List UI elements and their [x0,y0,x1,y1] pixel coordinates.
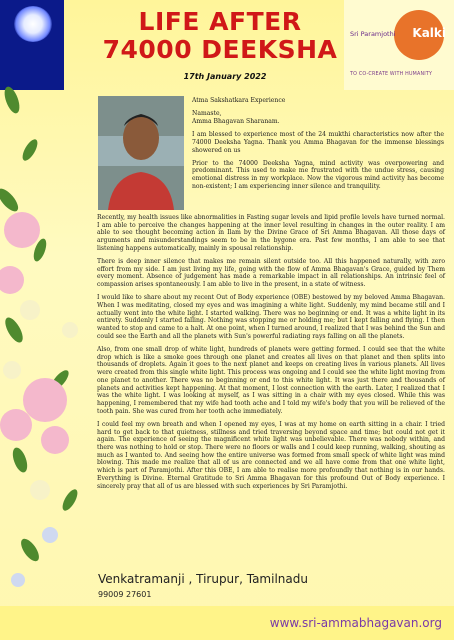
paragraph-5: I would like to share about my recent Out of Body experience (OBE) bestowed by my beloved Amma Bhagavan. When I was meditating, closed my eyes and was imagining a white light. Suddenly, my mind became still and I actually went into the white light. I started walking. There was no beginning or end. It was a white light in its entirety. Suddenly I started falling. Nothing was stopping me or holding me; but I kept falling and flying. I then wanted to stop and came to a halt. At one point, when I turned around, I realized that I was behind the Sun and could see the Earth and all the planets with Sun's powerful radiating rays falling on all the planets. [97,294,445,340]
paragraph-6: Also, from one small drop of white light, hundreds of planets were getting formed. I could see that the white drop which is like a smoke goes through one planet and creates all lives on that planet and then splits into thousands of droplets. Again it goes to the next planet and keeps on creating lives in various planets. All lives were created from this single white light. This process was ongoing and I could see the white light moving from one planet to another. There was no beginning or end to this white light. It was just there and thousands of planets and activities kept happening. At that moment, I lost connection with the earth. Later, I realized that I was the white light. I was looking at myself, as I was sitting in a chair with my eyes closed. While this was happening, I remembered that my wife had tooth ache and I told my wife's body that you will be relieved of the tooth pain. She was cured from her tooth ache immediately. [97,346,445,415]
article-body [97,214,445,496]
flower-decoration-icon [0,80,100,600]
brand-word: Kalki [412,26,446,40]
author-phone: 99009 27601 [98,590,152,599]
date-label: 17th January 2022 [183,72,267,81]
paragraph-1: I am blessed to experience most of the 24 mukthi characteristics now after the 74000 Deeksha Yagna. Thank you Amma Bhagavan for the immense blessings showered on us [192,131,444,154]
article-intro [192,97,444,196]
paragraph-2: Prior to the 74000 Deeksha Yagna, mind activity was overpowering and predominant. This used to make me frustrated with the undue stress, causing emotional distress in my workplace. Now the vigorous mind activity has become non-existent; I am experiencing inner silence and tranquility. [192,159,444,190]
portrait-photo [98,96,184,210]
footer-bar [0,606,454,640]
article-heading: Atma Sakshatkara Experience [192,97,286,104]
paragraph-7: I could feel my own breath and when I opened my eyes, I was at my home on earth sitting in a chair. I tried hard to get back to that quietness, stillness and tried traversing beyond space and time; but could not get it again. The experience of seeing the magnificent white light was unbelievable. There was nobody within, and there was nothing to hold or stop. There were no floors or walls and I could keep running, walking, shouting as much as I wanted to. And seeing how the entire universe was formed from small speck of white light was mind blowing. This made me realize that all of us are connected and we all have come from that one white light, which is part of Paramjothi. After this OBE, I am able to realise more profoundly that nothing is in our hands. Everything is Divine. Eternal Gratitude to Sri Amma Bhagavan for this profound Out of Body experience. I sincerely pray that all of us are blessed with such experiences by Sri Paramjothi. [97,420,445,490]
title-line-1: LIFE AFTER [138,7,302,36]
website-link[interactable]: www.sri-ammabhagavan.org [269,616,442,630]
paragraph-3: Recently, my health issues like abnormalities in Fasting sugar levels and lipid profile levels have turned normal. I am able to perceive the changes happening at the inner level resulting in changes in the outer reality. I am able to see thought becoming action in Ilam by the Divine Grace of Sri Amma Bhagavan. All those days of arguments and misunderstandings seem to be in the bygone era. Past few months, I am able to see that listening happens automatically, mainly in spousal relationship. [97,214,445,252]
author-signature: Venkatramanji , Tirupur, Tamilnadu [98,572,308,586]
light-glow-icon [0,0,64,90]
brand-tagline: TO CO-CREATE WITH HUMANITY [350,72,433,77]
paragraph-4: There is deep inner silence that makes me remain silent outside too. All this happened naturally, with zero effort from my side. I am just living my life, going with the flow of Amma Bhagavan's Grace, guided by Them every moment. Absence of judgement has made a remarkable impact in all relationships. An intrinsic feel of compassion arises spontaneously. I am able to live in the present, in a state of witness. [97,258,445,289]
title-line-2: 74000 DEEKSHA [102,35,338,64]
brand-name: Sri Paramjothi [350,30,396,38]
page-title [90,8,350,64]
kalki-logo [344,0,454,90]
greeting: Namaste, Amma Bhagavan Sharanam. [192,110,280,125]
